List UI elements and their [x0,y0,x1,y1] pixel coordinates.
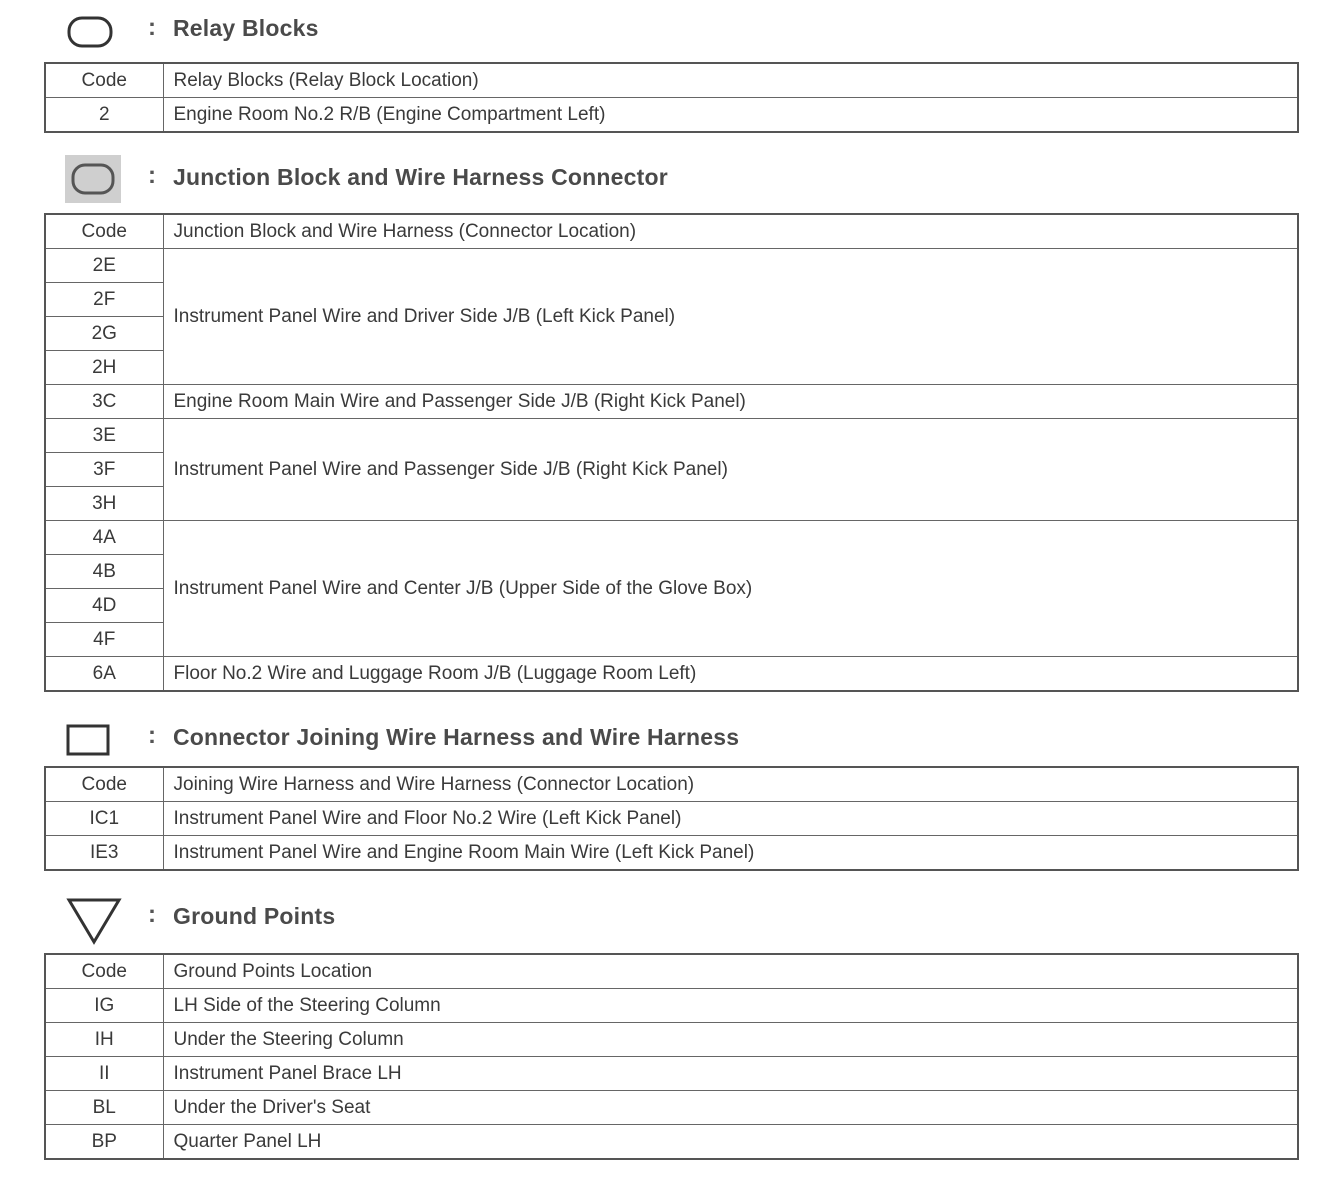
code-cell: 3C [45,385,163,419]
code-cell: 6A [45,657,163,692]
heading-title: Junction Block and Wire Harness Connector [173,164,668,190]
table-row [45,836,1298,871]
location-cell: LH Side of the Steering Column [163,989,1298,1023]
code-cell: IH [45,1023,163,1057]
table-row [45,98,1298,133]
code-cell: BP [45,1125,163,1160]
column-header-code: Code [45,63,163,98]
code-cell: II [45,1057,163,1091]
location-cell: Engine Room Main Wire and Passenger Side J/B (Right Kick Panel) [163,385,1298,419]
code-cell: 2G [45,317,163,351]
location-cell: Instrument Panel Wire and Floor No.2 Wire (Left Kick Panel) [163,802,1298,836]
table-header-row [45,954,1298,989]
column-header-location: Ground Points Location [163,954,1298,989]
ground-points-table [44,953,1299,1160]
heading-colon: : [148,901,156,928]
location-cell: Floor No.2 Wire and Luggage Room J/B (Luggage Room Left) [163,657,1298,692]
table-row [45,1091,1298,1125]
code-cell: 3H [45,487,163,521]
relay-blocks-table [44,62,1299,133]
code-cell: 3E [45,419,163,453]
heading-colon: : [148,14,156,41]
code-cell: 2H [45,351,163,385]
heading-colon: : [148,162,156,189]
heading-title: Relay Blocks [173,15,319,41]
section-heading-junction-block [0,154,1328,204]
column-header-code: Code [45,954,163,989]
code-cell: 2F [45,283,163,317]
table-row [45,1057,1298,1091]
column-header-location: Relay Blocks (Relay Block Location) [163,63,1298,98]
code-cell: IE3 [45,836,163,871]
code-cell: 4F [45,623,163,657]
connector-symbol-icon [66,724,112,758]
section-heading-ground-points [0,893,1328,943]
relay-block-symbol-icon [66,14,116,50]
code-cell: BL [45,1091,163,1125]
table-header-row [45,63,1298,98]
table-header-row [45,767,1298,802]
heading-colon: : [148,722,156,749]
table-header-row [45,214,1298,249]
code-cell: 4B [45,555,163,589]
location-cell: Engine Room No.2 R/B (Engine Compartment Left) [163,98,1298,133]
code-cell: 4A [45,521,163,555]
code-cell: IG [45,989,163,1023]
code-cell: 3F [45,453,163,487]
heading-title: Ground Points [173,903,336,929]
column-header-code: Code [45,214,163,249]
junction-block-symbol-icon [64,154,122,204]
code-cell: 2E [45,249,163,283]
connector-joining-table [44,766,1299,871]
ground-point-triangle-icon [66,897,122,947]
table-row [45,385,1298,419]
code-cell: 4D [45,589,163,623]
table-row [45,1125,1298,1160]
location-cell: Quarter Panel LH [163,1125,1298,1160]
table-row [45,657,1298,692]
location-cell: Under the Steering Column [163,1023,1298,1057]
section-heading-connector-joining [0,714,1328,764]
table-row [45,521,1298,555]
code-cell: 2 [45,98,163,133]
table-row [45,989,1298,1023]
heading-title: Connector Joining Wire Harness and Wire Harness [173,724,740,750]
junction-block-table [44,213,1299,692]
location-cell: Instrument Panel Wire and Engine Room Main Wire (Left Kick Panel) [163,836,1298,871]
table-row [45,419,1298,453]
location-cell: Instrument Panel Wire and Passenger Side J/B (Right Kick Panel) [163,419,1298,521]
section-heading-relay-blocks [0,6,1328,56]
location-cell: Under the Driver's Seat [163,1091,1298,1125]
code-cell: IC1 [45,802,163,836]
column-header-code: Code [45,767,163,802]
column-header-location: Junction Block and Wire Harness (Connector Location) [163,214,1298,249]
location-cell: Instrument Panel Wire and Driver Side J/B (Left Kick Panel) [163,249,1298,385]
table-row [45,249,1298,283]
table-row [45,802,1298,836]
location-cell: Instrument Panel Wire and Center J/B (Upper Side of the Glove Box) [163,521,1298,657]
column-header-location: Joining Wire Harness and Wire Harness (Connector Location) [163,767,1298,802]
location-cell: Instrument Panel Brace LH [163,1057,1298,1091]
table-row [45,1023,1298,1057]
